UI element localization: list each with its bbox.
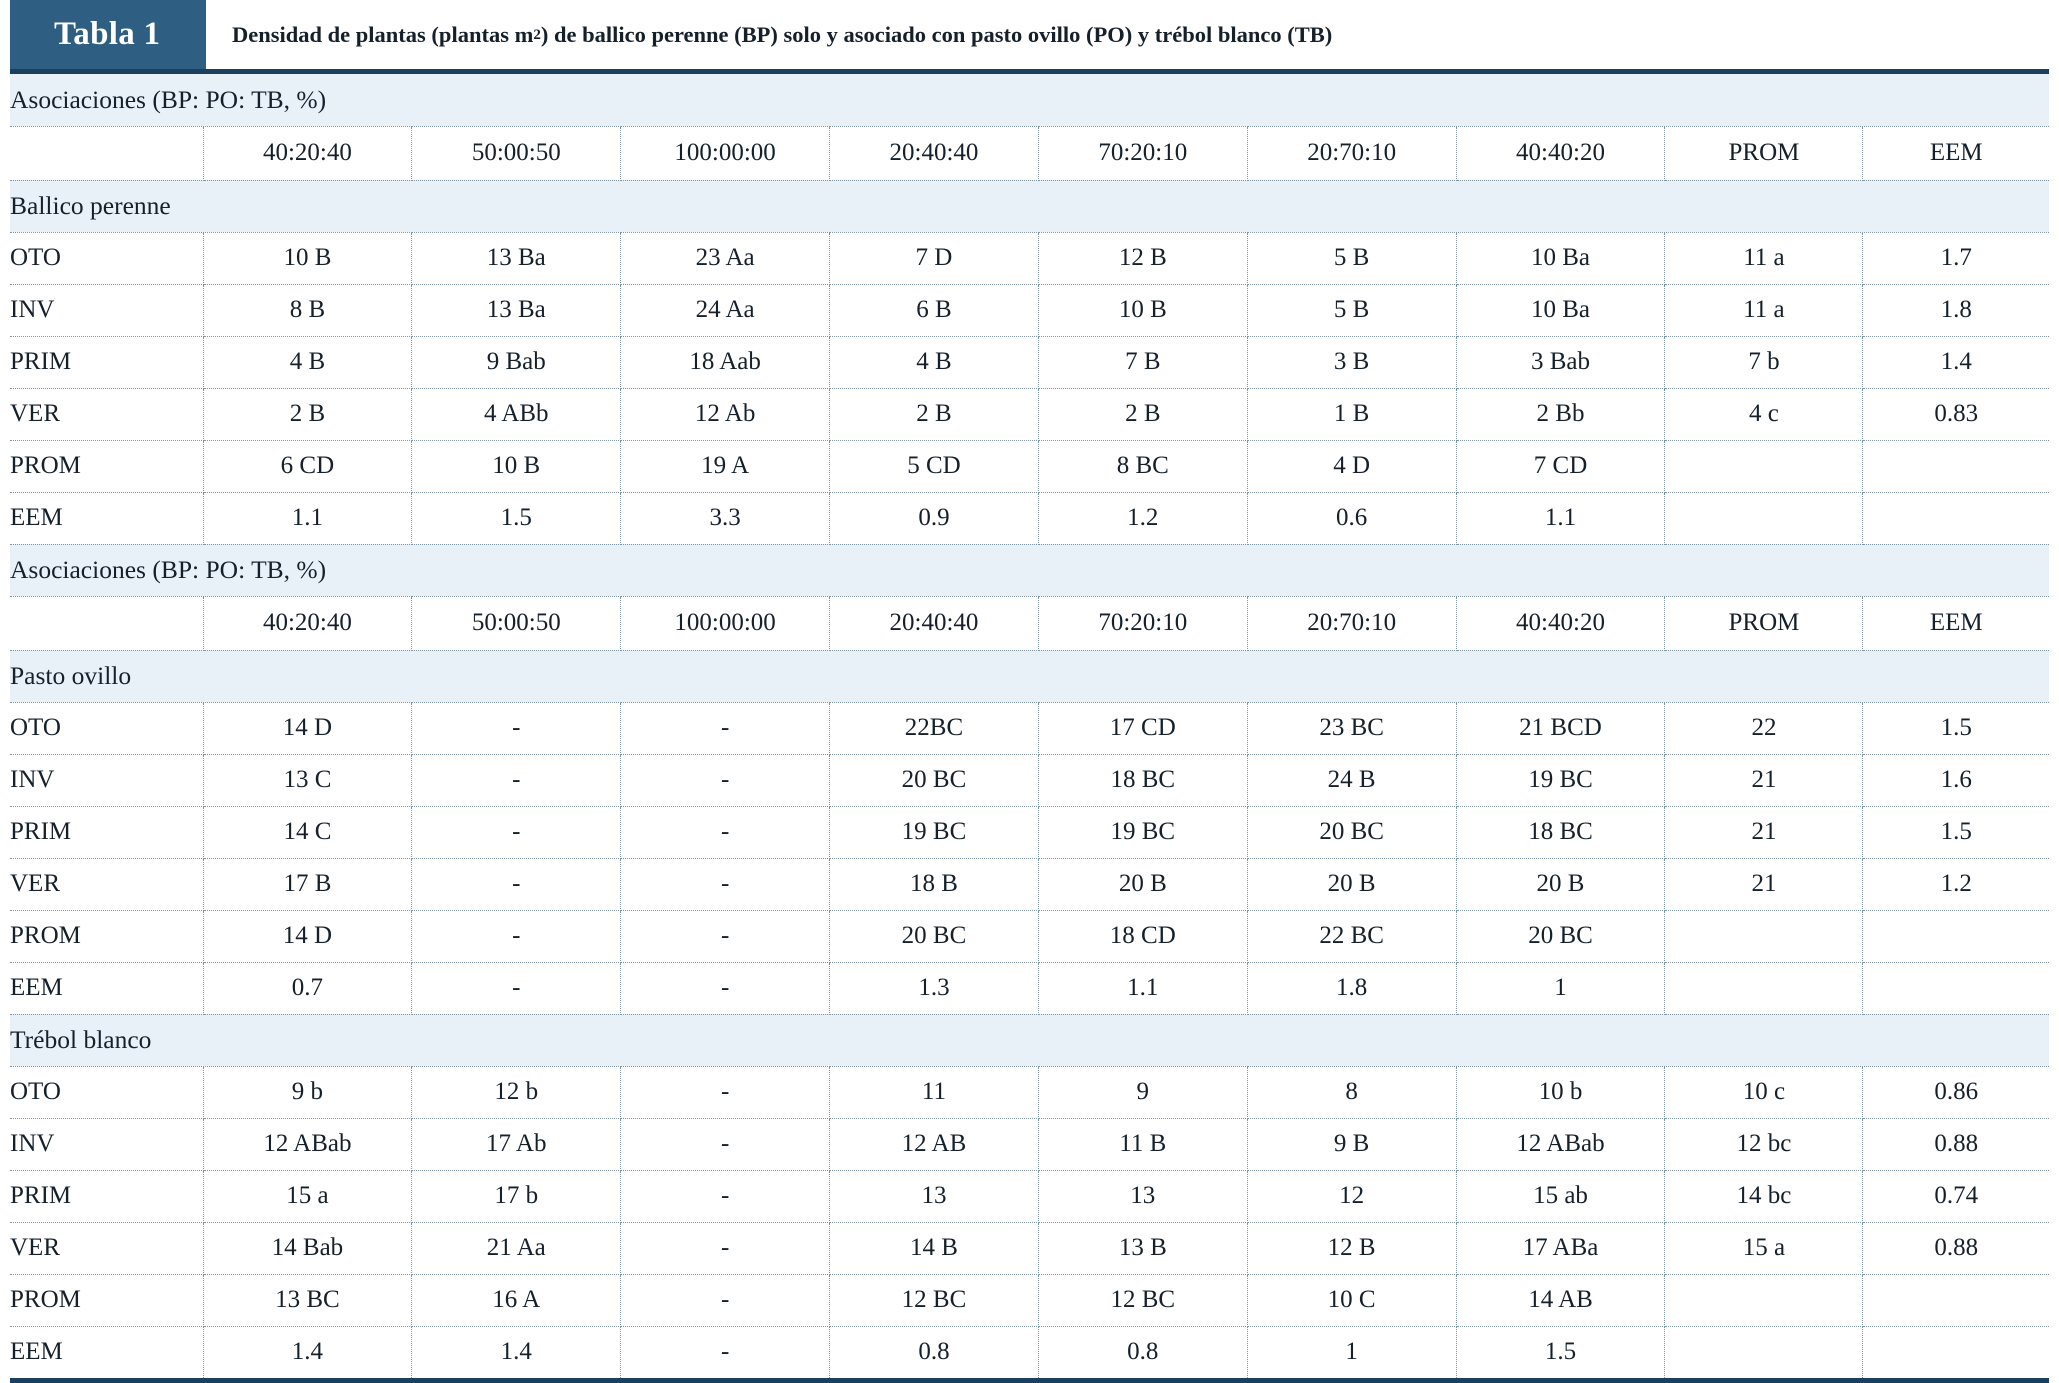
cell: 1.2 [1863, 858, 2049, 910]
cell: 13 Ba [412, 232, 621, 284]
cell: 17 B [203, 858, 412, 910]
cell: 11 B [1038, 1118, 1247, 1170]
cell: 12 ABab [1456, 1118, 1665, 1170]
cell: - [412, 858, 621, 910]
table-number-label: Tabla 1 [10, 0, 206, 69]
cell: - [621, 1326, 830, 1378]
cell: 1 B [1247, 388, 1456, 440]
row-label: INV [10, 284, 203, 336]
caption-superscript: 2 [533, 26, 541, 43]
table-row [10, 492, 2049, 544]
cell [1863, 1326, 2049, 1378]
col-header-40-20-40-1: 40:20:40 [203, 126, 412, 180]
cell: 1.4 [412, 1326, 621, 1378]
cell: 17 b [412, 1170, 621, 1222]
cell: 10 Ba [1456, 284, 1665, 336]
table-bottom-rule [10, 1378, 2049, 1383]
col-header-20-70-10-2: 20:70:10 [1247, 596, 1456, 650]
cell: 1.5 [412, 492, 621, 544]
cell: 21 [1665, 754, 1863, 806]
cell: 0.83 [1863, 388, 2049, 440]
cell: - [412, 910, 621, 962]
table-row [10, 284, 2049, 336]
cell: 10 B [203, 232, 412, 284]
cell: 0.8 [830, 1326, 1039, 1378]
cell: 1.7 [1863, 232, 2049, 284]
cell [1863, 1274, 2049, 1326]
col-header-blank-1 [10, 126, 203, 180]
cell: 12 B [1247, 1222, 1456, 1274]
cell: 19 BC [1038, 806, 1247, 858]
cell: 1.3 [830, 962, 1039, 1014]
cell: 1.6 [1863, 754, 2049, 806]
col-header-70-20-10-1: 70:20:10 [1038, 126, 1247, 180]
cell: 21 Aa [412, 1222, 621, 1274]
cell: 0.6 [1247, 492, 1456, 544]
table-row [10, 910, 2049, 962]
cell: 13 B [1038, 1222, 1247, 1274]
cell: 12 BC [1038, 1274, 1247, 1326]
cell: 9 [1038, 1066, 1247, 1118]
cell: 5 B [1247, 284, 1456, 336]
cell: 1.5 [1456, 1326, 1665, 1378]
cell: 17 Ab [412, 1118, 621, 1170]
table-row [10, 1066, 2049, 1118]
col-header-20-40-40-2: 20:40:40 [830, 596, 1039, 650]
cell: 22 BC [1247, 910, 1456, 962]
cell: 0.88 [1863, 1118, 2049, 1170]
cell: - [621, 1118, 830, 1170]
row-label: EEM [10, 962, 203, 1014]
cell: - [621, 1222, 830, 1274]
data-table [10, 74, 2049, 1378]
cell: - [621, 910, 830, 962]
section-label-pasto-ovillo: Pasto ovillo [10, 650, 2049, 702]
cell: 13 [830, 1170, 1039, 1222]
cell: 13 [1038, 1170, 1247, 1222]
cell: 11 a [1665, 232, 1863, 284]
cell: 20 BC [1456, 910, 1665, 962]
row-label: INV [10, 754, 203, 806]
cell: 23 BC [1247, 702, 1456, 754]
cell: 2 Bb [1456, 388, 1665, 440]
cell: 2 B [203, 388, 412, 440]
cell: 10 c [1665, 1066, 1863, 1118]
col-header-70-20-10-2: 70:20:10 [1038, 596, 1247, 650]
cell [1665, 910, 1863, 962]
row-label: PROM [10, 910, 203, 962]
table-row [10, 754, 2049, 806]
col-header-20-40-40-1: 20:40:40 [830, 126, 1039, 180]
cell: 20 BC [830, 910, 1039, 962]
cell: 18 Aab [621, 336, 830, 388]
col-header-eem-1: EEM [1863, 126, 2049, 180]
cell: 3 B [1247, 336, 1456, 388]
section-header-row-ballico [10, 180, 2049, 232]
cell: 22BC [830, 702, 1039, 754]
cell: 14 D [203, 910, 412, 962]
table-title-bar [10, 0, 2049, 74]
cell: 24 B [1247, 754, 1456, 806]
cell: 10 b [1456, 1066, 1665, 1118]
cell [1863, 492, 2049, 544]
cell: 4 B [830, 336, 1039, 388]
row-label: PRIM [10, 806, 203, 858]
cell: 7 b [1665, 336, 1863, 388]
cell: - [621, 1274, 830, 1326]
cell [1863, 440, 2049, 492]
cell [1665, 1326, 1863, 1378]
cell: 14 AB [1456, 1274, 1665, 1326]
row-label: VER [10, 1222, 203, 1274]
cell: 20 BC [830, 754, 1039, 806]
section-label-ballico: Ballico perenne [10, 180, 2049, 232]
row-label: EEM [10, 1326, 203, 1378]
cell: 1.1 [1038, 962, 1247, 1014]
cell: 2 B [830, 388, 1039, 440]
cell: 12 b [412, 1066, 621, 1118]
row-label: PROM [10, 440, 203, 492]
col-header-prom-1: PROM [1665, 126, 1863, 180]
cell: 1 [1456, 962, 1665, 1014]
cell: 5 CD [830, 440, 1039, 492]
row-label: OTO [10, 702, 203, 754]
cell: 6 B [830, 284, 1039, 336]
table-row [10, 1118, 2049, 1170]
assoc-header-row-2 [10, 544, 2049, 596]
cell: 13 BC [203, 1274, 412, 1326]
cell: 19 BC [1456, 754, 1665, 806]
cell: 17 CD [1038, 702, 1247, 754]
table-row [10, 440, 2049, 492]
cell: 4 ABb [412, 388, 621, 440]
table-row [10, 336, 2049, 388]
cell: 10 C [1247, 1274, 1456, 1326]
cell: 1.4 [1863, 336, 2049, 388]
column-header-row-2 [10, 596, 2049, 650]
cell: 0.7 [203, 962, 412, 1014]
cell: - [412, 754, 621, 806]
cell: 1.5 [1863, 702, 2049, 754]
cell: - [621, 702, 830, 754]
cell: 2 B [1038, 388, 1247, 440]
cell: 9 B [1247, 1118, 1456, 1170]
cell: 23 Aa [621, 232, 830, 284]
caption-text-part2: ) de ballico perenne (BP) solo y asociado con pasto ovillo (PO) y trébol blanco (TB) [540, 22, 1333, 47]
cell: - [621, 1066, 830, 1118]
cell: 1.2 [1038, 492, 1247, 544]
cell [1863, 910, 2049, 962]
row-label: PRIM [10, 1170, 203, 1222]
cell: 15 a [1665, 1222, 1863, 1274]
cell: 1 [1247, 1326, 1456, 1378]
cell: 14 Bab [203, 1222, 412, 1274]
cell: 3 Bab [1456, 336, 1665, 388]
row-label: INV [10, 1118, 203, 1170]
cell: 10 B [1038, 284, 1247, 336]
cell: 12 B [1038, 232, 1247, 284]
cell: 3.3 [621, 492, 830, 544]
table-row [10, 702, 2049, 754]
row-label: PROM [10, 1274, 203, 1326]
cell: 7 D [830, 232, 1039, 284]
cell: 14 B [830, 1222, 1039, 1274]
section-header-row-trebol [10, 1014, 2049, 1066]
cell: 19 A [621, 440, 830, 492]
cell: - [621, 962, 830, 1014]
col-header-prom-2: PROM [1665, 596, 1863, 650]
col-header-50-00-50-1: 50:00:50 [412, 126, 621, 180]
cell: 18 BC [1456, 806, 1665, 858]
assoc-header-label-2: Asociaciones (BP: PO: TB, %) [10, 544, 2049, 596]
table-row [10, 388, 2049, 440]
cell: - [412, 962, 621, 1014]
cell: 12 Ab [621, 388, 830, 440]
cell [1665, 1274, 1863, 1326]
cell: 13 C [203, 754, 412, 806]
col-header-100-00-00-1: 100:00:00 [621, 126, 830, 180]
cell [1665, 440, 1863, 492]
cell [1665, 492, 1863, 544]
cell: 20 B [1456, 858, 1665, 910]
table-row [10, 1170, 2049, 1222]
cell: - [621, 858, 830, 910]
cell: 14 C [203, 806, 412, 858]
cell: 4 B [203, 336, 412, 388]
cell: 7 B [1038, 336, 1247, 388]
cell: 18 CD [1038, 910, 1247, 962]
cell: 12 [1247, 1170, 1456, 1222]
cell: 12 bc [1665, 1118, 1863, 1170]
col-header-50-00-50-2: 50:00:50 [412, 596, 621, 650]
cell: - [621, 1170, 830, 1222]
cell: 4 D [1247, 440, 1456, 492]
assoc-header-label-1: Asociaciones (BP: PO: TB, %) [10, 74, 2049, 126]
cell: 10 B [412, 440, 621, 492]
cell: 1.5 [1863, 806, 2049, 858]
col-header-100-00-00-2: 100:00:00 [621, 596, 830, 650]
cell: 1.4 [203, 1326, 412, 1378]
cell: 21 [1665, 858, 1863, 910]
cell: 9 b [203, 1066, 412, 1118]
cell: 0.8 [1038, 1326, 1247, 1378]
cell: 1.1 [1456, 492, 1665, 544]
cell: 5 B [1247, 232, 1456, 284]
col-header-40-40-20-2: 40:40:20 [1456, 596, 1665, 650]
cell: 17 ABa [1456, 1222, 1665, 1274]
row-label: OTO [10, 1066, 203, 1118]
cell: 1.8 [1863, 284, 2049, 336]
cell: 8 BC [1038, 440, 1247, 492]
cell: 18 BC [1038, 754, 1247, 806]
row-label: PRIM [10, 336, 203, 388]
cell: 14 D [203, 702, 412, 754]
cell: 21 BCD [1456, 702, 1665, 754]
table-body [10, 74, 2049, 1378]
cell: 8 B [203, 284, 412, 336]
cell: 21 [1665, 806, 1863, 858]
cell: 14 bc [1665, 1170, 1863, 1222]
cell: 6 CD [203, 440, 412, 492]
cell: 10 Ba [1456, 232, 1665, 284]
column-header-row-1 [10, 126, 2049, 180]
cell: 0.9 [830, 492, 1039, 544]
cell: 13 Ba [412, 284, 621, 336]
cell: 20 BC [1247, 806, 1456, 858]
cell: 16 A [412, 1274, 621, 1326]
cell: 12 BC [830, 1274, 1039, 1326]
col-header-40-20-40-2: 40:20:40 [203, 596, 412, 650]
table-caption [206, 0, 2049, 69]
table-row [10, 806, 2049, 858]
table-row [10, 232, 2049, 284]
cell: 20 B [1247, 858, 1456, 910]
cell: 1.8 [1247, 962, 1456, 1014]
cell: 8 [1247, 1066, 1456, 1118]
cell: 0.86 [1863, 1066, 2049, 1118]
row-label: EEM [10, 492, 203, 544]
cell: 12 ABab [203, 1118, 412, 1170]
col-header-blank-2 [10, 596, 203, 650]
cell: 18 B [830, 858, 1039, 910]
cell: 9 Bab [412, 336, 621, 388]
cell: 12 AB [830, 1118, 1039, 1170]
cell [1863, 962, 2049, 1014]
table-row [10, 858, 2049, 910]
cell: 24 Aa [621, 284, 830, 336]
cell: 0.88 [1863, 1222, 2049, 1274]
col-header-eem-2: EEM [1863, 596, 2049, 650]
caption-text-part1: Densidad de plantas (plantas m [232, 22, 534, 47]
table-row [10, 962, 2049, 1014]
row-label: OTO [10, 232, 203, 284]
cell: 15 ab [1456, 1170, 1665, 1222]
cell: - [621, 754, 830, 806]
assoc-header-row-1 [10, 74, 2049, 126]
cell: 11 [830, 1066, 1039, 1118]
cell: 19 BC [830, 806, 1039, 858]
cell: 0.74 [1863, 1170, 2049, 1222]
row-label: VER [10, 858, 203, 910]
cell [1665, 962, 1863, 1014]
cell: - [412, 702, 621, 754]
cell: 22 [1665, 702, 1863, 754]
row-label: VER [10, 388, 203, 440]
cell: 20 B [1038, 858, 1247, 910]
cell: 15 a [203, 1170, 412, 1222]
cell: 11 a [1665, 284, 1863, 336]
table-row [10, 1274, 2049, 1326]
table-row [10, 1326, 2049, 1378]
section-label-trebol-blanco: Trébol blanco [10, 1014, 2049, 1066]
cell: 1.1 [203, 492, 412, 544]
cell: - [621, 806, 830, 858]
table-row [10, 1222, 2049, 1274]
cell: 4 c [1665, 388, 1863, 440]
section-header-row-pasto [10, 650, 2049, 702]
cell: - [412, 806, 621, 858]
col-header-40-40-20-1: 40:40:20 [1456, 126, 1665, 180]
col-header-20-70-10-1: 20:70:10 [1247, 126, 1456, 180]
cell: 7 CD [1456, 440, 1665, 492]
